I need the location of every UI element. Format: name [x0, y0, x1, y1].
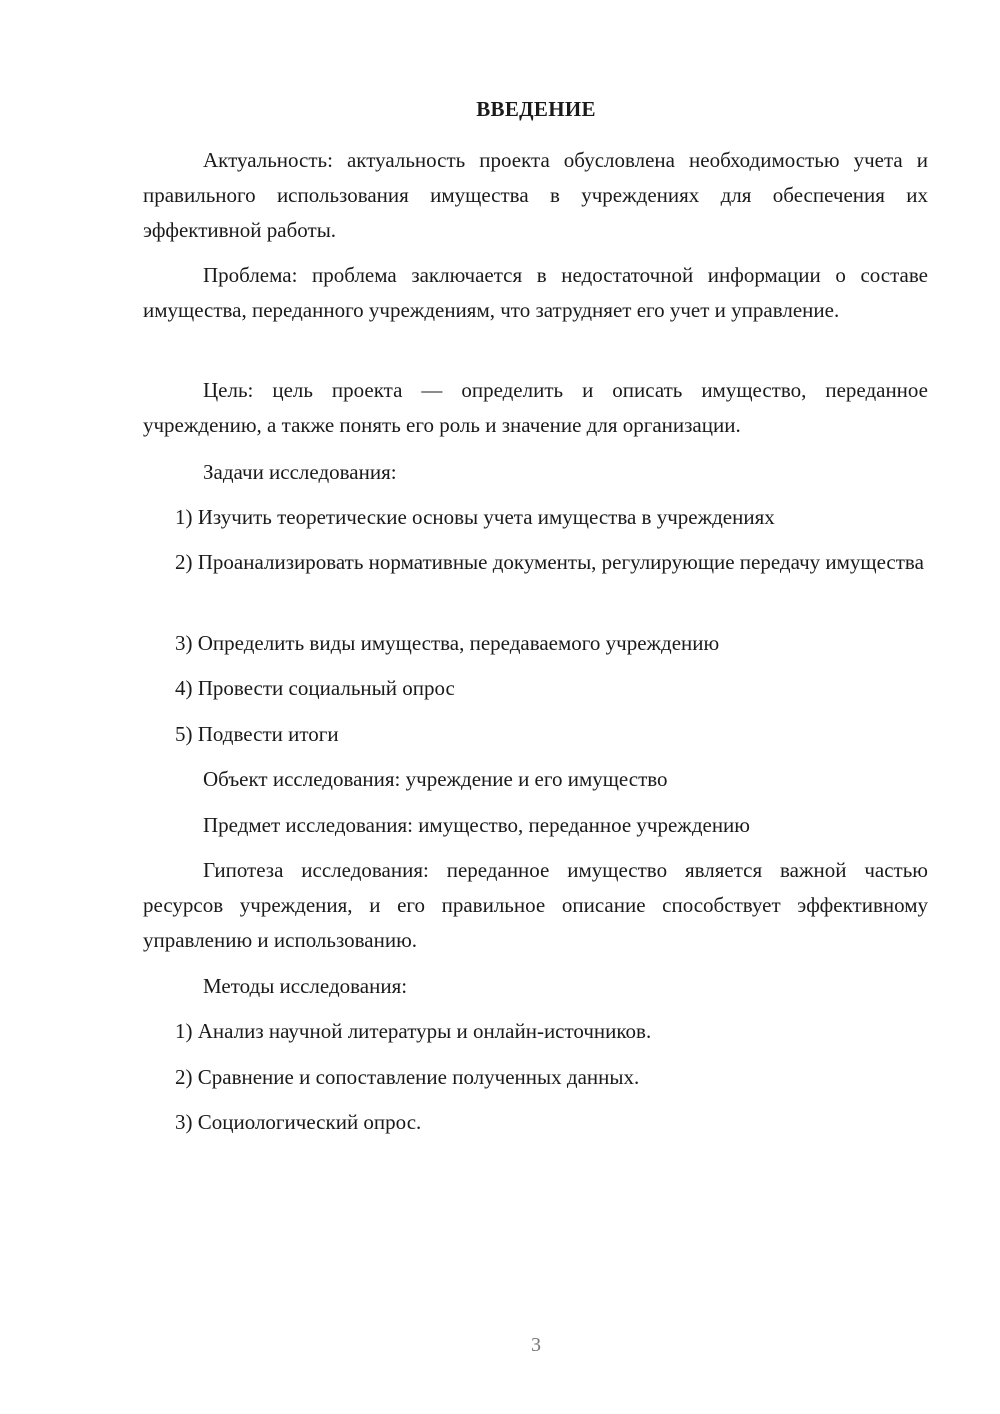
method-item-2: 2) Сравнение и сопоставление полученных данных.	[175, 1065, 640, 1089]
paragraph-relevance: Актуальность: актуальность проекта обусловлена необходимостью учета и правильного использования имущества в учреждениях для обеспечения их эффективной работы.	[143, 148, 928, 242]
paragraph-object: Объект исследования: учреждение и его имущество	[203, 767, 668, 791]
tasks-title: Задачи исследования:	[203, 460, 397, 484]
paragraph-goal: Цель: цель проекта — определить и описать имущество, переданное учреждению, а также понять его роль и значение для организации.	[143, 378, 928, 437]
task-item-4: 4) Провести социальный опрос	[175, 676, 455, 700]
task-item-2: 2) Проанализировать нормативные документы, регулирующие передачу имущества	[175, 550, 924, 574]
paragraph-problem: Проблема: проблема заключается в недостаточной информации о составе имущества, переданного учреждениям, что затрудняет его учет и управление.	[143, 263, 928, 322]
task-item-1: 1) Изучить теоретические основы учета имущества в учреждениях	[175, 505, 775, 529]
method-item-1: 1) Анализ научной литературы и онлайн-источников.	[175, 1019, 652, 1043]
methods-title: Методы исследования:	[203, 974, 408, 998]
page-number: 3	[531, 1334, 541, 1356]
task-item-3: 3) Определить виды имущества, передаваемого учреждению	[175, 631, 720, 655]
paragraph-hypothesis: Гипотеза исследования: переданное имущество является важной частью ресурсов учреждения, и его правильное описание способствует эффективному управлению и использованию.	[143, 858, 928, 952]
paragraph-subject: Предмет исследования: имущество, переданное учреждению	[203, 813, 750, 837]
method-item-3: 3) Социологический опрос.	[175, 1110, 422, 1134]
page-title: ВВЕДЕНИЕ	[476, 97, 596, 121]
task-item-5: 5) Подвести итоги	[175, 722, 339, 746]
